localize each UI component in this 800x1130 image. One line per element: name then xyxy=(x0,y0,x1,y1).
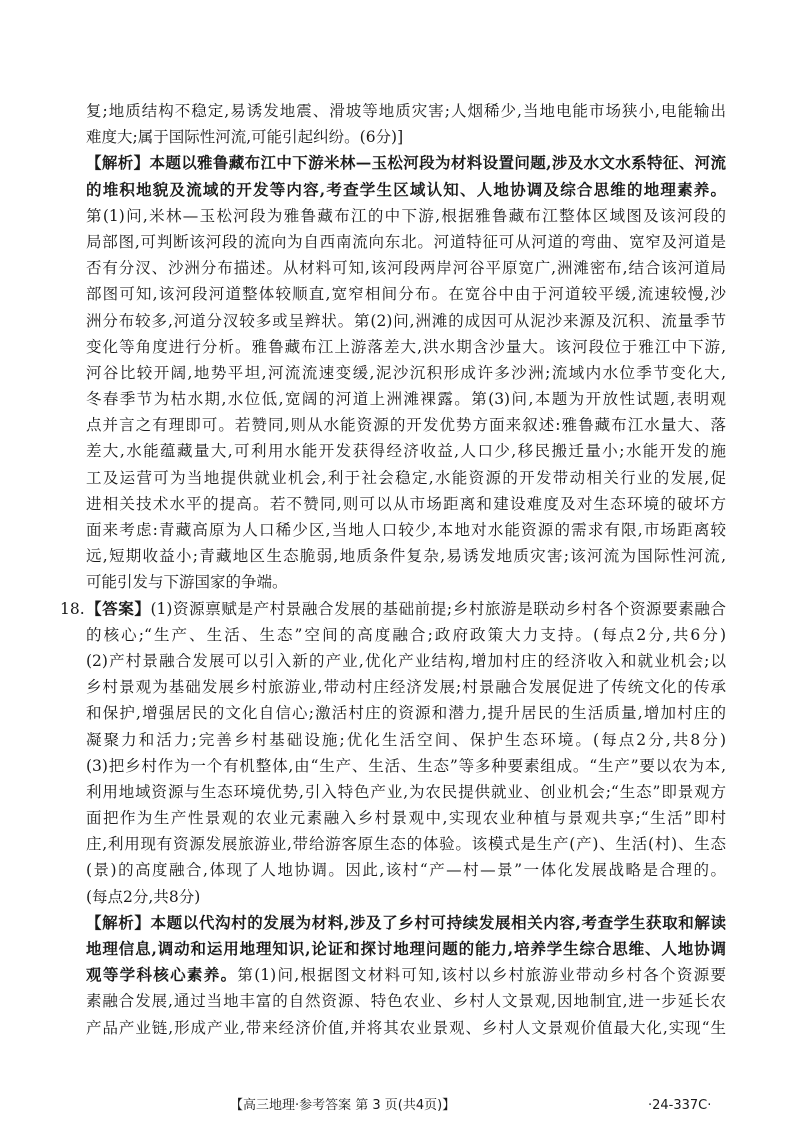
q18-answer-line: (每点2分,共8分) xyxy=(86,887,201,906)
q17-analysis-line xyxy=(86,150,726,176)
q18-analysis-line xyxy=(86,910,726,936)
q17-analysis-line: 远,短期收益小;青藏地区生态脆弱,地质条件复杂,易诱发地质灾害;该河流为国际性河流, xyxy=(86,547,726,566)
q17-analysis-line: 洲分布较多,河道分汊较多或呈辫状。第(2)问,洲滩的成因可从泥沙来源及沉积、流量季节 xyxy=(86,311,726,330)
q18-analysis-line xyxy=(86,962,726,988)
q18-answer-line: 利用地域资源与生态环境优势,引入特色产业,为农民提供就业、创业机会;“生态”即景观方 xyxy=(86,782,726,801)
answer-text: (1)资源禀赋是产村景融合发展的基础前提;乡村旅游是联动乡村各个资源要素融合 xyxy=(150,599,726,618)
q18-answer-line: (景)的高度融合,体现了人地协调。因此,该村“产—村—景”一体化发展战略是合理的。 xyxy=(86,861,726,880)
answer-tag: 【答案】 xyxy=(86,598,151,618)
q18-answer-line: 凝聚力和活力;完善乡村基础设施;优化生活空间、保护生态环境。(每点2分,共8分) xyxy=(86,730,726,749)
q18-analysis-line: 地理信息,调动和运用地理知识,论证和探讨地理问题的能力,培养学生综合思维、人地协调 xyxy=(86,939,726,958)
q17-analysis-line: 冬春季节为枯水期,水位低,宽阔的河道上洲滩裸露。第(3)问,本题为开放性试题,表明观 xyxy=(86,390,726,409)
q18-answer-line: (2)产村景融合发展可以引入新的产业,优化产业结构,增加村庄的经济收入和就业机会;以 xyxy=(86,651,726,670)
q17-analysis-line: 否有分汊、沙洲分布描述。从材料可知,该河段两岸河谷平原宽广,洲滩密布,结合该河道局 xyxy=(86,259,726,278)
q18-answer-line: 面把作为生产性景观的农业元素融入乡村景观中,实现农业种植与景观共享;“生活”即村 xyxy=(86,809,727,828)
analysis-bold-text: 观等学科核心素养。 xyxy=(86,965,238,985)
q17-analysis-line: 工及运营可为当地提供就业机会,利于社会稳定,水能资源的开发带动相关行业的发展,促 xyxy=(86,468,726,487)
q18-answer-line: (3)把乡村作为一个有机整体,由“生产、生活、生态”等多种要素组成。“生产”要以农为本, xyxy=(86,756,726,775)
q17-analysis-line: 河谷比较开阔,地势平坦,河流流速变缓,泥沙沉积形成许多沙洲;流域内水位季节变化大, xyxy=(86,363,726,382)
q17-analysis-line: 局部图,可判断该河段的流向为自西南流向东北。河道特征可从河道的弯曲、宽窄及河道是 xyxy=(86,232,726,251)
q17-analysis-line: 部图可知,该河段河道整体较顺直,宽窄相间分布。在宽谷中由于河道较平缓,流速较慢,沙 xyxy=(86,285,726,304)
q17-analysis-line: 可能引发与下游国家的争端。 xyxy=(86,573,288,592)
analysis-text: 本题以代沟村的发展为材料,涉及了乡村可持续发展相关内容,考查学生获取和解读 xyxy=(150,912,726,932)
q17-analysis-line: 点并言之有理即可。若赞同,则从水能资源的开发优势方面来叙述:雅鲁藏布江水量大、落 xyxy=(86,416,726,435)
analysis-tag: 【解析】 xyxy=(86,153,150,173)
question-number: 18. xyxy=(60,599,85,618)
q17-analysis-line: 进相关技术水平的提高。若不赞同,则可以从市场距离和建设难度及对生态环境的破坏方 xyxy=(86,494,726,513)
q18-analysis-line: 产品产业链,形成产业,带来经济价值,并将其农业景观、乡村人文景观价值最大化,实现“生 xyxy=(86,1018,726,1037)
footer-page-info: 【高三地理·参考答案 第 3 页(共4页)】 xyxy=(230,1098,456,1113)
q17-answer-line: 难度大;属于国际性河流,可能引起纠纷。(6分)] xyxy=(86,128,404,147)
q18-answer-line: 的核心;“生产、生活、生态”空间的高度融合;政府政策大力支持。(每点2分,共6分) xyxy=(86,625,726,644)
analysis-text: 第(1)问,根据图文材料可知,该村以乡村旅游业带动乡村各个资源要 xyxy=(237,966,726,985)
q18-answer-line: 和保护,增强居民的文化自信心;激活村庄的资源和潜力,提升居民的生活质量,增加村庄的 xyxy=(86,704,726,723)
q18-analysis-line: 素融合发展,通过当地丰富的自然资源、特色农业、乡村人文景观,因地制宜,进一步延长农 xyxy=(86,992,726,1011)
footer-code: ·24-337C· xyxy=(648,1098,712,1113)
q17-answer-line: 复;地质结构不稳定,易诱发地震、滑坡等地质灾害;人烟稀少,当地电能市场狭小,电能输出 xyxy=(86,102,726,120)
q18-answer-line xyxy=(60,596,726,622)
q17-analysis-line: 差大,水能蕴藏量大,可利用水能开发获得经济收益,人口少,移民搬迁量小;水能开发的施 xyxy=(86,442,726,461)
q17-analysis-line: 的堆积地貌及流域的开发等内容,考查学生区域认知、人地协调及综合思维的地理素养。 xyxy=(86,179,726,199)
q17-analysis-line: 变化等角度进行分析。雅鲁藏布江上游落差大,洪水期含沙量大。该河段位于雅江中下游, xyxy=(86,337,726,356)
analysis-text: 本题以雅鲁藏布江中下游米林—玉松河段为材料设置问题,涉及水文水系特征、河流 xyxy=(149,153,726,173)
q17-analysis-line: 第(1)问,米林—玉松河段为雅鲁藏布江的中下游,根据雅鲁藏布江整体区域图及该河段的 xyxy=(86,206,726,225)
q17-analysis-line: 面来考虑:青藏高原为人口稀少区,当地人口较少,本地对水能资源的需求有限,市场距离较 xyxy=(86,521,726,539)
q18-answer-line: 乡村景观为基础发展乡村旅游业,带动村庄经济发展;村景融合发展促进了传统文化的传承 xyxy=(86,678,726,697)
q18-answer-line: 庄,利用现有资源发展旅游业,带给游客原生态的体验。该模式是生产(产)、生活(村)、生态 xyxy=(86,835,726,854)
answer-body xyxy=(60,98,727,1041)
page-footer xyxy=(0,1094,800,1118)
analysis-tag: 【解析】 xyxy=(86,912,151,932)
